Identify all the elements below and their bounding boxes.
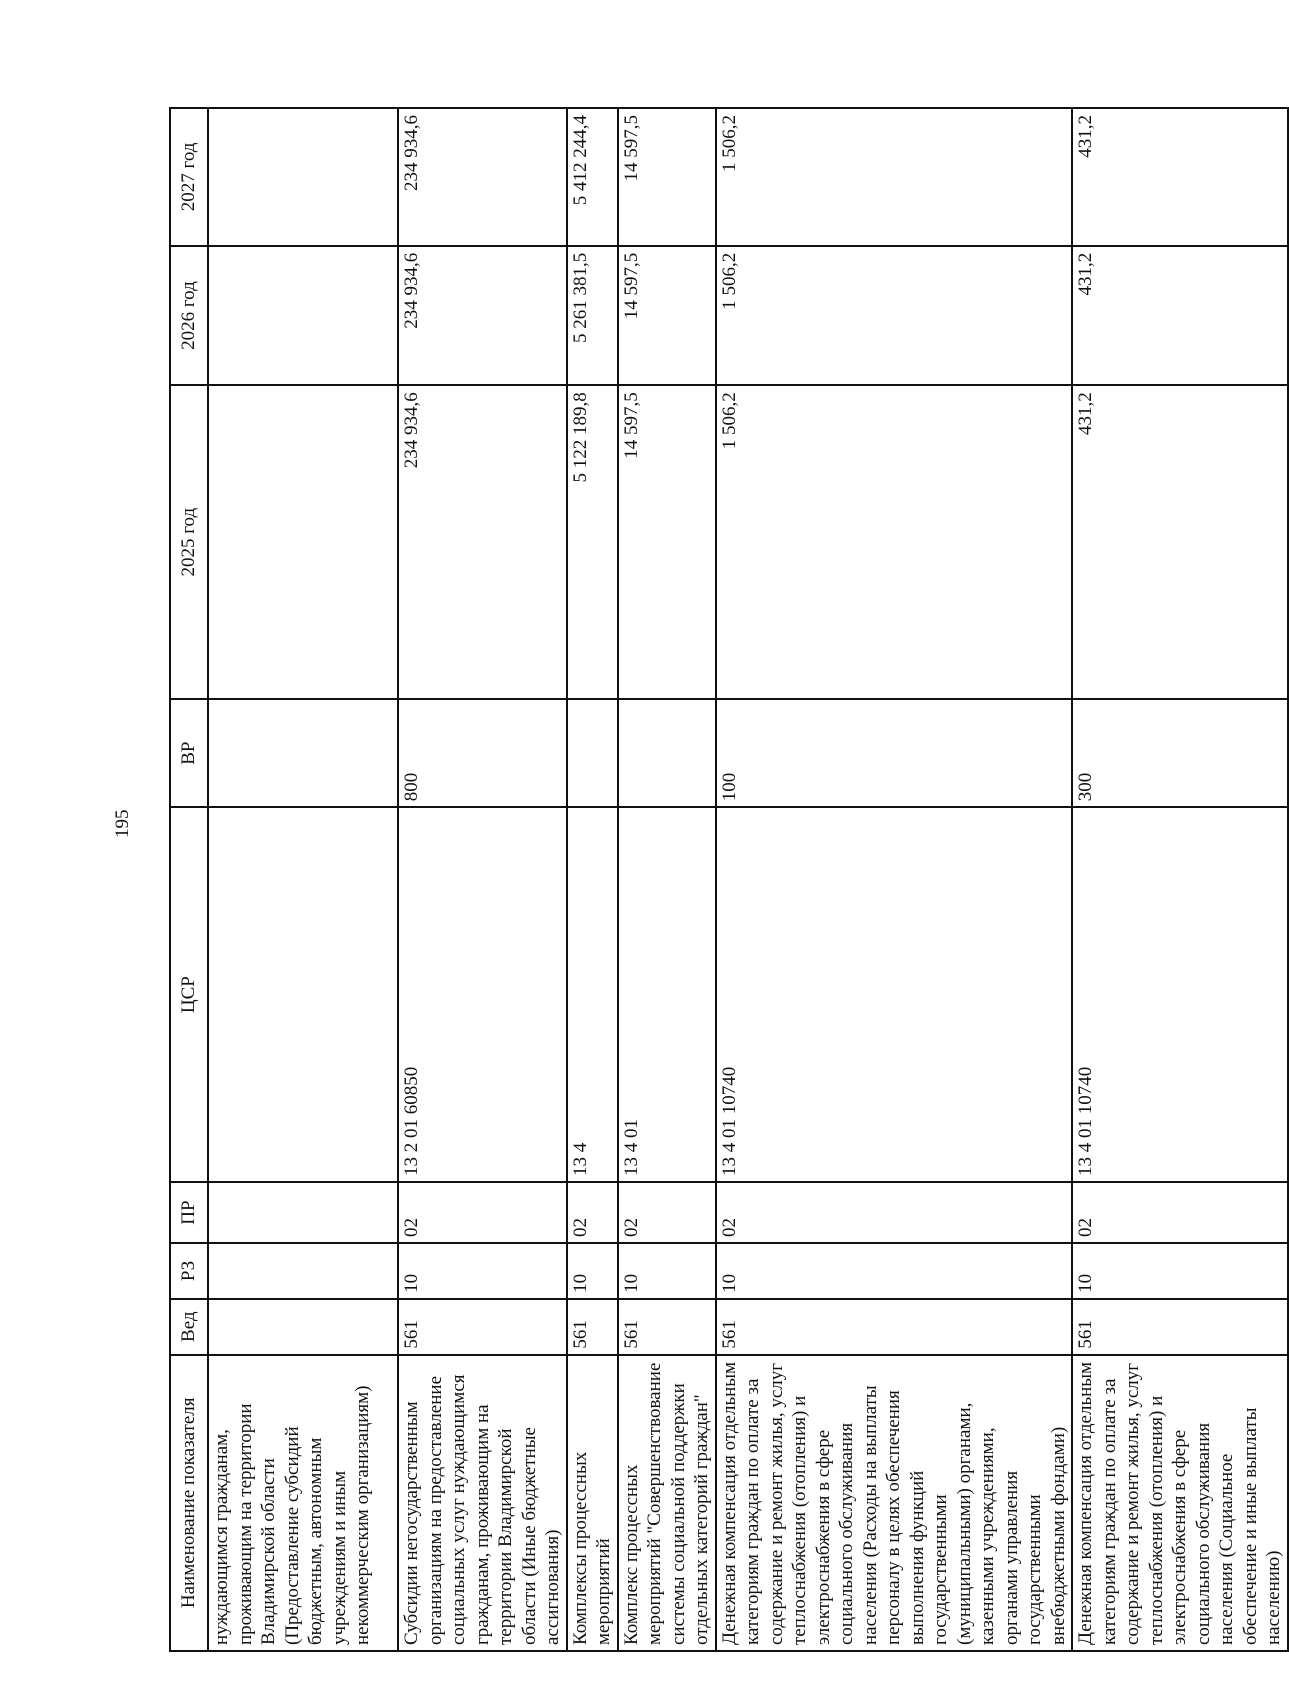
cell-csr: 13 4 01 xyxy=(618,807,716,1182)
cell-2026: 234 934,6 xyxy=(398,246,567,385)
cell-ved xyxy=(208,1299,398,1355)
cell-2025: 14 597,5 xyxy=(618,385,716,699)
cell-pr: 02 xyxy=(716,1182,1073,1243)
cell-2025: 234 934,6 xyxy=(398,385,567,699)
cell-pr: 02 xyxy=(398,1182,567,1243)
cell-vr xyxy=(567,699,618,807)
header-2025: 2025 год xyxy=(170,385,208,699)
cell-2026: 1 506,2 xyxy=(716,246,1073,385)
cell-ved: 561 xyxy=(618,1299,716,1355)
header-pr: ПР xyxy=(170,1182,208,1243)
cell-rz: 10 xyxy=(618,1243,716,1299)
cell-name: Комплекс процессных мероприятий "Совершенствование системы социальной поддержки отдельных категорий граждан" xyxy=(618,1355,716,1651)
cell-2026: 431,2 xyxy=(1072,246,1288,385)
cell-2027: 431,2 xyxy=(1072,108,1288,246)
budget-table xyxy=(169,107,1289,1652)
budget-table-rotated xyxy=(169,107,1284,1652)
cell-csr: 13 4 01 10740 xyxy=(716,807,1073,1182)
header-rz: РЗ xyxy=(170,1243,208,1299)
cell-ved: 561 xyxy=(398,1299,567,1355)
table-row xyxy=(567,108,618,1651)
cell-name: Субсидии негосударственным организациям на предоставление социальных услуг нуждающимся гражданам, проживающим на территории Владимирской области (Иные бюджетные ассигнования) xyxy=(398,1355,567,1651)
cell-rz xyxy=(208,1243,398,1299)
cell-name: Денежная компенсация отдельным категориям граждан по оплате за содержание и ремонт жилья, услуг теплоснабжения (отопления) и электроснабжения в сфере социального обслуживания населения (Расходы на выплаты персоналу в целях обеспечения выполнения функций государственными (муниципальными) органами, казенными учреждениями, органами управления государственными внебюджетными фондами) xyxy=(716,1355,1073,1651)
cell-csr xyxy=(208,807,398,1182)
cell-pr: 02 xyxy=(618,1182,716,1243)
header-name: Наименование показателя xyxy=(170,1355,208,1651)
cell-vr xyxy=(618,699,716,807)
header-2026: 2026 год xyxy=(170,246,208,385)
table-row xyxy=(1072,108,1288,1651)
cell-rz: 10 xyxy=(1072,1243,1288,1299)
cell-vr: 300 xyxy=(1072,699,1288,807)
table-row xyxy=(398,108,567,1651)
cell-rz: 10 xyxy=(567,1243,618,1299)
header-vr: ВР xyxy=(170,699,208,807)
cell-pr: 02 xyxy=(1072,1182,1288,1243)
cell-vr: 100 xyxy=(716,699,1073,807)
cell-name: нуждающимся гражданам, проживающим на территории Владимирской области (Предоставление субсидий бюджетным, автономным учреждениям и иным некоммерческим организациям) xyxy=(208,1355,398,1651)
cell-name: Денежная компенсация отдельным категориям граждан по оплате за содержание и ремонт жилья, услуг теплоснабжения (отопления) и электроснабжения в сфере социального обслуживания населения (Социальное обеспечение и иные выплаты населению) xyxy=(1072,1355,1288,1651)
table-row xyxy=(716,108,1073,1651)
cell-2026 xyxy=(208,246,398,385)
cell-2027 xyxy=(208,108,398,246)
cell-pr: 02 xyxy=(567,1182,618,1243)
cell-ved: 561 xyxy=(1072,1299,1288,1355)
header-2027: 2027 год xyxy=(170,108,208,246)
cell-pr xyxy=(208,1182,398,1243)
cell-rz: 10 xyxy=(716,1243,1073,1299)
table-row xyxy=(618,108,716,1651)
cell-2027: 14 597,5 xyxy=(618,108,716,246)
cell-2025 xyxy=(208,385,398,699)
page-number: 195 xyxy=(112,809,133,838)
cell-2025: 431,2 xyxy=(1072,385,1288,699)
cell-2025: 5 122 189,8 xyxy=(567,385,618,699)
cell-2025: 1 506,2 xyxy=(716,385,1073,699)
cell-rz: 10 xyxy=(398,1243,567,1299)
cell-csr: 13 2 01 60850 xyxy=(398,807,567,1182)
cell-vr: 800 xyxy=(398,699,567,807)
cell-2026: 5 261 381,5 xyxy=(567,246,618,385)
cell-ved: 561 xyxy=(567,1299,618,1355)
cell-2026: 14 597,5 xyxy=(618,246,716,385)
cell-2027: 5 412 244,4 xyxy=(567,108,618,246)
cell-ved: 561 xyxy=(716,1299,1073,1355)
cell-2027: 234 934,6 xyxy=(398,108,567,246)
header-ved: Вед xyxy=(170,1299,208,1355)
cell-csr: 13 4 01 10740 xyxy=(1072,807,1288,1182)
table-header-row xyxy=(170,108,208,1651)
cell-csr: 13 4 xyxy=(567,807,618,1182)
cell-vr xyxy=(208,699,398,807)
header-csr: ЦСР xyxy=(170,807,208,1182)
cell-2027: 1 506,2 xyxy=(716,108,1073,246)
cell-name: Комплексы процессных мероприятий xyxy=(567,1355,618,1651)
table-row xyxy=(208,108,398,1651)
